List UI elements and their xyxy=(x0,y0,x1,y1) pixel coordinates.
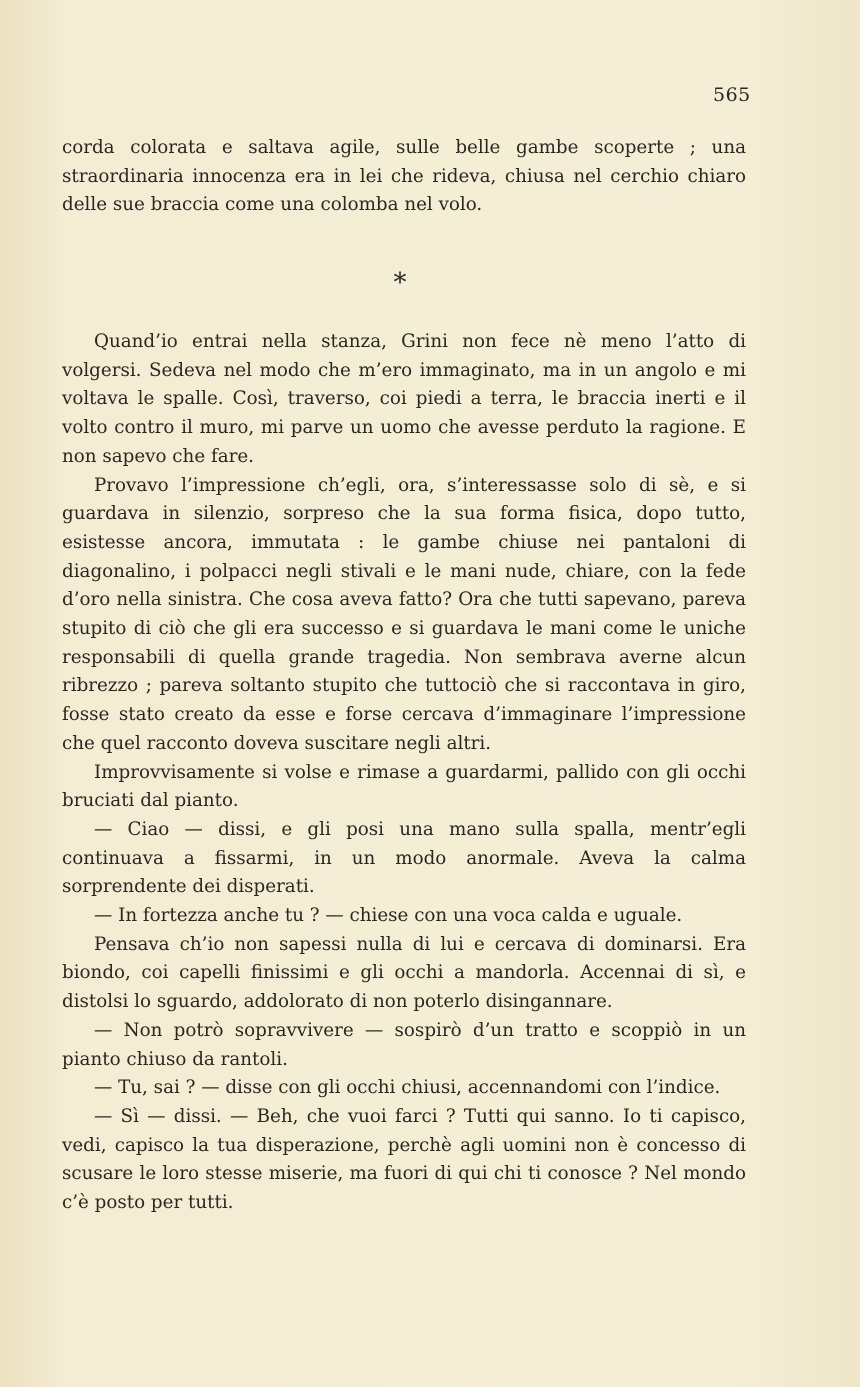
paragraph: — Sì — dissi. — Beh, che vuoi farci ? Tutti qui sanno. Io ti capisco, vedi, capisco la tua disperazione, perchè agli uomini non è concesso di scusare le loro stesse miserie, ma fuori di qui chi ti conosce ? Nel mondo c’è posto per tutti. xyxy=(62,1105,746,1214)
paragraph: — Tu, sai ? — disse con gli occhi chiusi, accennandomi con l’indice. xyxy=(94,1077,721,1099)
paragraph-continuation: corda colorata e saltava agile, sulle belle gambe scoperte ; una straordinaria innocenza era in lei che rideva, chiusa nel cerchio chiaro delle sue braccia come una colomba nel volo. xyxy=(62,137,746,216)
page-number: 565 xyxy=(713,84,751,106)
paragraph: — Ciao — dissi, e gli posi una mano sulla spalla, mentr’egli continuava a fissarmi, in un modo anormale. Aveva la calma sorprendente dei disperati. xyxy=(62,818,746,898)
paragraph: Improvvisamente si volse e rimase a guardarmi, pallido con gli occhi bruciati dal pianto. xyxy=(62,761,746,812)
top-text-block xyxy=(62,134,746,220)
paragraph: — Non potrò sopravvivere — sospirò d’un tratto e scoppiò in un pianto chiuso da rantoli. xyxy=(62,1019,746,1070)
section-separator-asterisk: * xyxy=(393,268,407,298)
main-text-block xyxy=(62,328,746,1218)
paragraph: Provavo l’impressione ch’egli, ora, s’interessasse solo di sè, e si guardava in silenzio, sorpreso che la sua forma fisica, dopo tutto, esistesse ancora, immutata : le gambe chiuse nei pantaloni di diagonalino, i polpacci negli stivali e le mani nude, chiare, con la fede d’oro nella sinistra. Che cosa aveva fatto? Ora che tutti sapevano, pareva stupito di ciò che gli era successo e si guardava le mani come le uniche responsabili di quella grande tragedia. Non sembrava averne alcun ribrezzo ; pareva soltanto stupito che tuttociò che si raccontava in giro, fosse stato creato da esse e forse cercava d’immaginare l’impressione che quel racconto doveva suscitare negli altri. xyxy=(62,474,746,754)
paragraph: — In fortezza anche tu ? — chiese con una voca calda e uguale. xyxy=(94,905,683,927)
paragraph: Pensava ch’io non sapessi nulla di lui e cercava di dominarsi. Era biondo, coi capelli finissimi e gli occhi a mandorla. Accennai di sì, e distolsi lo sguardo, addolorato di non poterlo disingannare. xyxy=(62,933,746,1013)
paragraph: Quand’io entrai nella stanza, Grini non fece nè meno l’atto di volgersi. Sedeva nel modo che m’ero immaginato, ma in un angolo e mi voltava le spalle. Così, traverso, coi piedi a terra, le braccia inerti e il volto contro il muro, mi parve un uomo che avesse perduto la ragione. E non sapevo che fare. xyxy=(62,331,746,467)
